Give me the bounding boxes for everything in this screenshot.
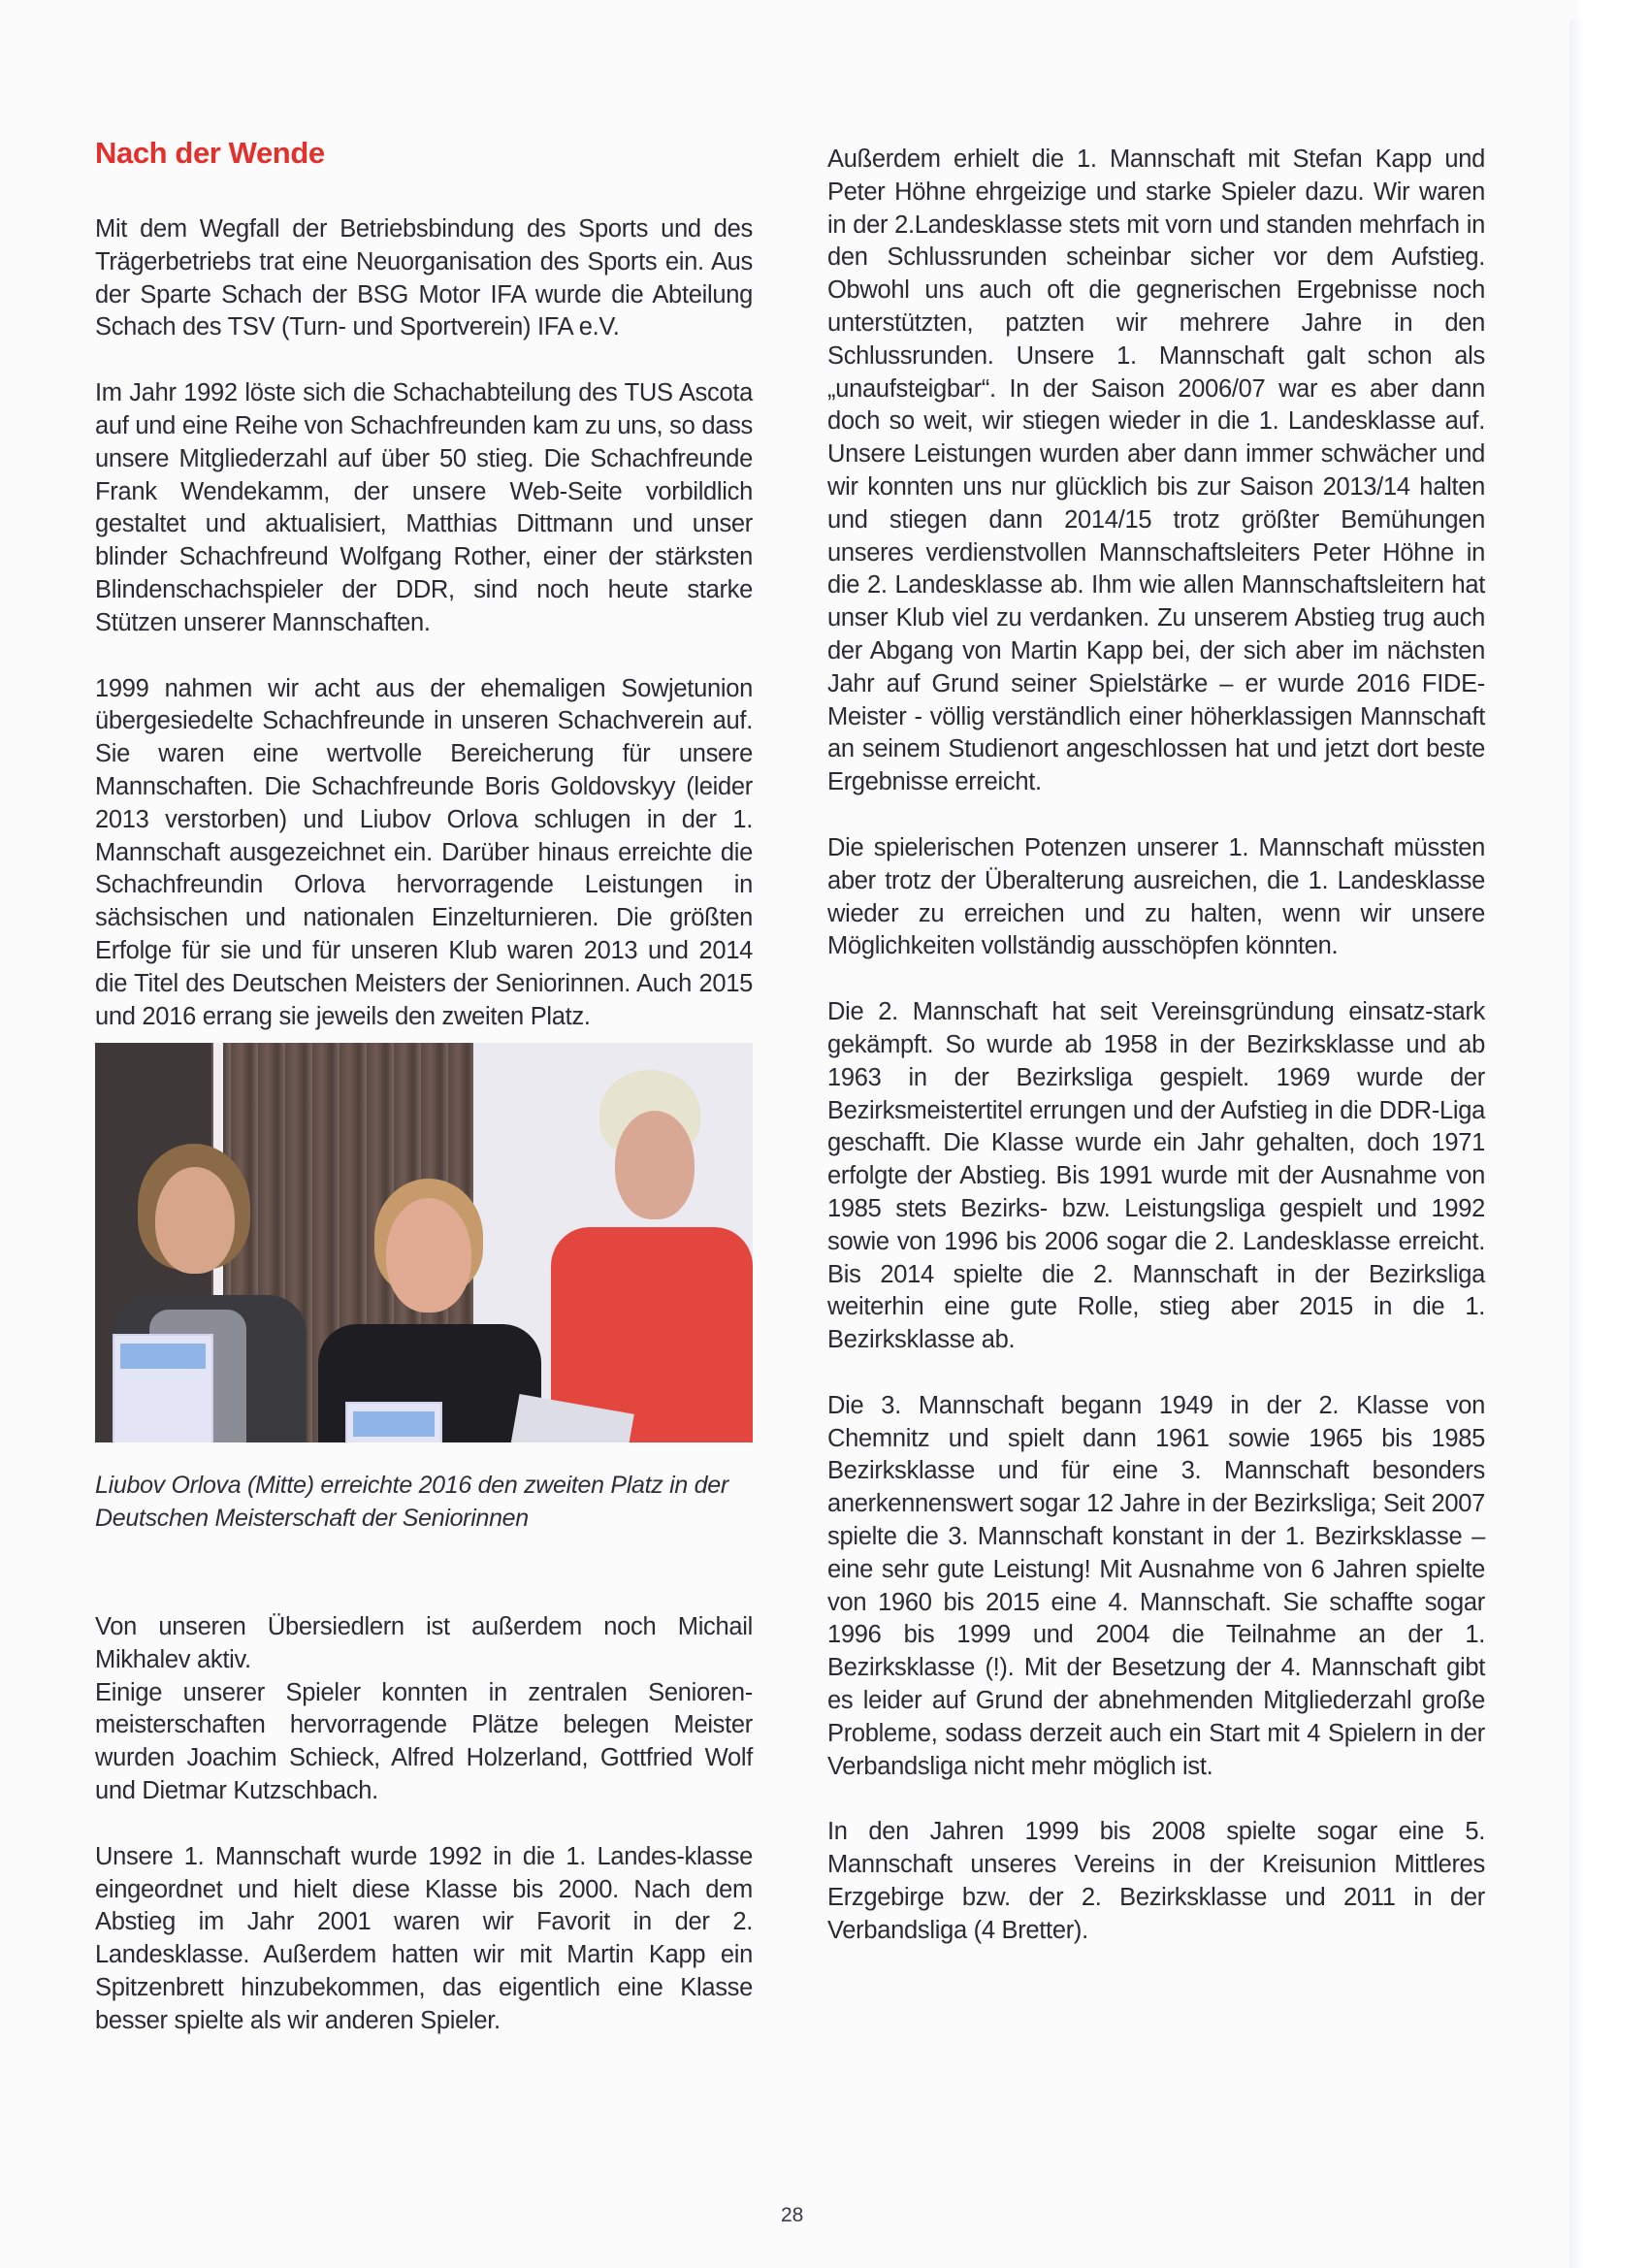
- left-column: [95, 136, 753, 2070]
- certificate-left: [113, 1334, 213, 1442]
- paragraph-second-team: Die 2. Mannschaft hat seit Vereinsgründung einsatz-stark gekämpft. So wurde ab 1958 in der Bezirksklasse und ab 1963 in der Bezirksliga gespielt. 1969 wurde der Bezirksmeistertitel errungen und der Aufstieg in die DDR-Liga geschafft. Die Klasse wurde ein Jahr gehalten, doch 1971 erfolgte der Abstieg. Bis 1991 wurde mit der Ausnahme von 1985 stets Bezirks- bzw. Leistungsliga gespielt und 1992 sowie von 1996 bis 2006 sogar die 2. Landesklasse erreicht. Bis 2014 spielte die 2. Mannschaft in der Bezirksliga weiterhin eine gute Rolle, stieg aber 2015 in die 1. Bezirksklasse ab.: [827, 998, 1485, 1354]
- person-left-face: [155, 1167, 235, 1274]
- page-edge-shadow: [1569, 19, 1583, 2268]
- paragraph-soviet-union: 1999 nahmen wir acht aus der ehemaligen Sowjetunion übergesiedelte Schachfreunde in unseren Schachverein auf. Sie waren eine wertvolle Bereicherung für unsere Mannschaften. Die Schachfreunde Boris Goldovskyy (leider 2013 verstorben) und Liubov Orlova schlugen in der 1. Mannschaft ausgezeichnet ein. Darüber hinaus erreichte die Schachfreundin Orlova hervorragende Leistungen in sächsischen und nationalen Einzelturnieren. Die größten Erfolge für sie und für unseren Klub waren 2013 und 2014 die Titel des Deutschen Meisters der Seniorinnen. Auch 2015 und 2016 errang sie jeweils den zweiten Platz.: [95, 674, 753, 1030]
- paragraph-first-team-history: Außerdem erhielt die 1. Mannschaft mit Stefan Kapp und Peter Höhne ehrgeizige und starke Spieler dazu. Wir waren in der 2.Landesklasse stets mit vorn und standen mehrfach in den Schlussrunden scheinbar sicher vor dem Aufstieg. Obwohl uns auch oft die gegnerischen Ergebnisse noch unterstützten, patzten wir mehrere Jahre in den Schlussrunden. Unsere 1. Mannschaft galt schon als „unaufsteigbar“. In der Saison 2006/07 war es aber dann doch so weit, wir stiegen wieder in die 1. Landesklasse auf. Unsere Leistungen wurden aber dann immer schwächer und wir konnten uns nur glücklich bis zur Saison 2013/14 halten und stiegen dann 2014/15 trotz größter Bemühungen unseres verdienstvollen Mannschaftsleiters Peter Höhne in die 2. Landesklasse ab. Ihm wie allen Mannschaftsleitern hat unser Klub viel zu verdanken. Zu unserem Abstieg trug auch der Abgang von Martin Kapp bei, der sich aber im nächsten Jahr auf Grund seiner Spielstärke – er wurde 2016 FIDE-Meister - völlig verständlich einer höherklassigen Mannschaft an seinem Studienort angeschlossen hat und jetzt dort beste Ergebnisse erreicht.: [827, 146, 1485, 796]
- photo-caption: Liubov Orlova (Mitte) erreichte 2016 den zweiten Platz in der Deutschen Meisterschaft der Seniorinnen: [95, 1472, 728, 1533]
- paragraph-first-team-potential: Die spielerischen Potenzen unserer 1. Mannschaft müssten aber trotz der Überalterung ausreichen, die 1. Landesklasse wieder zu erreichen und zu halten, wenn wir unsere Möglichkeiten vollständig ausschöpfen könnten.: [827, 833, 1485, 960]
- page-number: 28: [781, 2204, 804, 2226]
- section-title: Nach der Wende: [95, 136, 325, 170]
- award-photo: [95, 1043, 753, 1442]
- person-middle-face: [386, 1198, 471, 1312]
- paragraph-fifth-team: In den Jahren 1999 bis 2008 spielte sogar eine 5. Mannschaft unseres Vereins in der Kreisunion Mittleres Erzgebirge bzw. der 2. Bezirksklasse und 2011 in der Verbandsliga (4 Bretter).: [827, 1818, 1485, 1944]
- paragraph-senior-champions: Einige unserer Spieler konnten in zentralen Senioren-meisterschaften hervorragende Plätze belegen Meister wurden Joachim Schieck, Alfred Holzerland, Gottfried Wolf und Dietmar Kutzschbach.: [95, 1678, 753, 1804]
- right-column: [827, 144, 1485, 1981]
- paragraph-mikhalev: Von unseren Übersiedlern ist außerdem noch Michail Mikhalev aktiv.: [95, 1612, 753, 1673]
- paragraph-third-team: Die 3. Mannschaft begann 1949 in der 2. Klasse von Chemnitz und spielt dann 1961 sowie 1965 bis 1985 Bezirksklasse und für eine 3. Mannschaft besonders anerkennenswert sogar 12 Jahre in der Bezirksliga; Seit 2007 spielte die 3. Mannschaft konstant in der 1. Bezirksklasse – eine sehr gute Leistung! Mit Ausnahme von 6 Jahren spielte von 1960 bis 2015 eine 4. Mannschaft. Sie schaffte sogar 1996 bis 1999 und 2004 die Teilnahme an der 1. Bezirksklasse (!). Mit der Besetzung der 4. Mannschaft gibt es leider auf Grund der abnehmenden Mitgliederzahl große Probleme, sodass derzeit auch ein Start mit 4 Spielern in der Verbandsliga nicht mehr möglich ist.: [827, 1391, 1485, 1780]
- certificate-middle: [345, 1402, 442, 1442]
- paragraph-first-team-1992: Unsere 1. Mannschaft wurde 1992 in die 1. Landes-klasse eingeordnet und hielt diese Klasse bis 2000. Nach dem Abstieg im Jahr 2001 waren wir Favorit in der 2. Landesklasse. Außerdem hatten wir mit Martin Kapp ein Spitzenbrett hinzubekommen, das eigentlich eine Klasse besser spielte als wir anderen Spieler.: [95, 1842, 753, 2034]
- person-right-face: [615, 1111, 695, 1219]
- paragraph-reorganisation: Mit dem Wegfall der Betriebsbindung des Sports und des Trägerbetriebs trat eine Neuorganisation des Sports ein. Aus der Sparte Schach der BSG Motor IFA wurde die Abteilung Schach des TSV (Turn- und Sportverein) IFA e.V.: [95, 215, 753, 341]
- paragraph-tus-ascota: Im Jahr 1992 löste sich die Schachabteilung des TUS Ascota auf und eine Reihe von Schachfreunden kam zu uns, so dass unsere Mitgliederzahl auf über 50 stieg. Die Schachfreunde Frank Wendekamm, der unsere Web-Seite vorbildlich gestaltet und aktualisiert, Matthias Dittmann und unser blinder Schachfreund Wolfgang Rother, einer der stärksten Blindenschachspieler der DDR, sind noch heute starke Stützen unserer Mannschaften.: [95, 379, 753, 636]
